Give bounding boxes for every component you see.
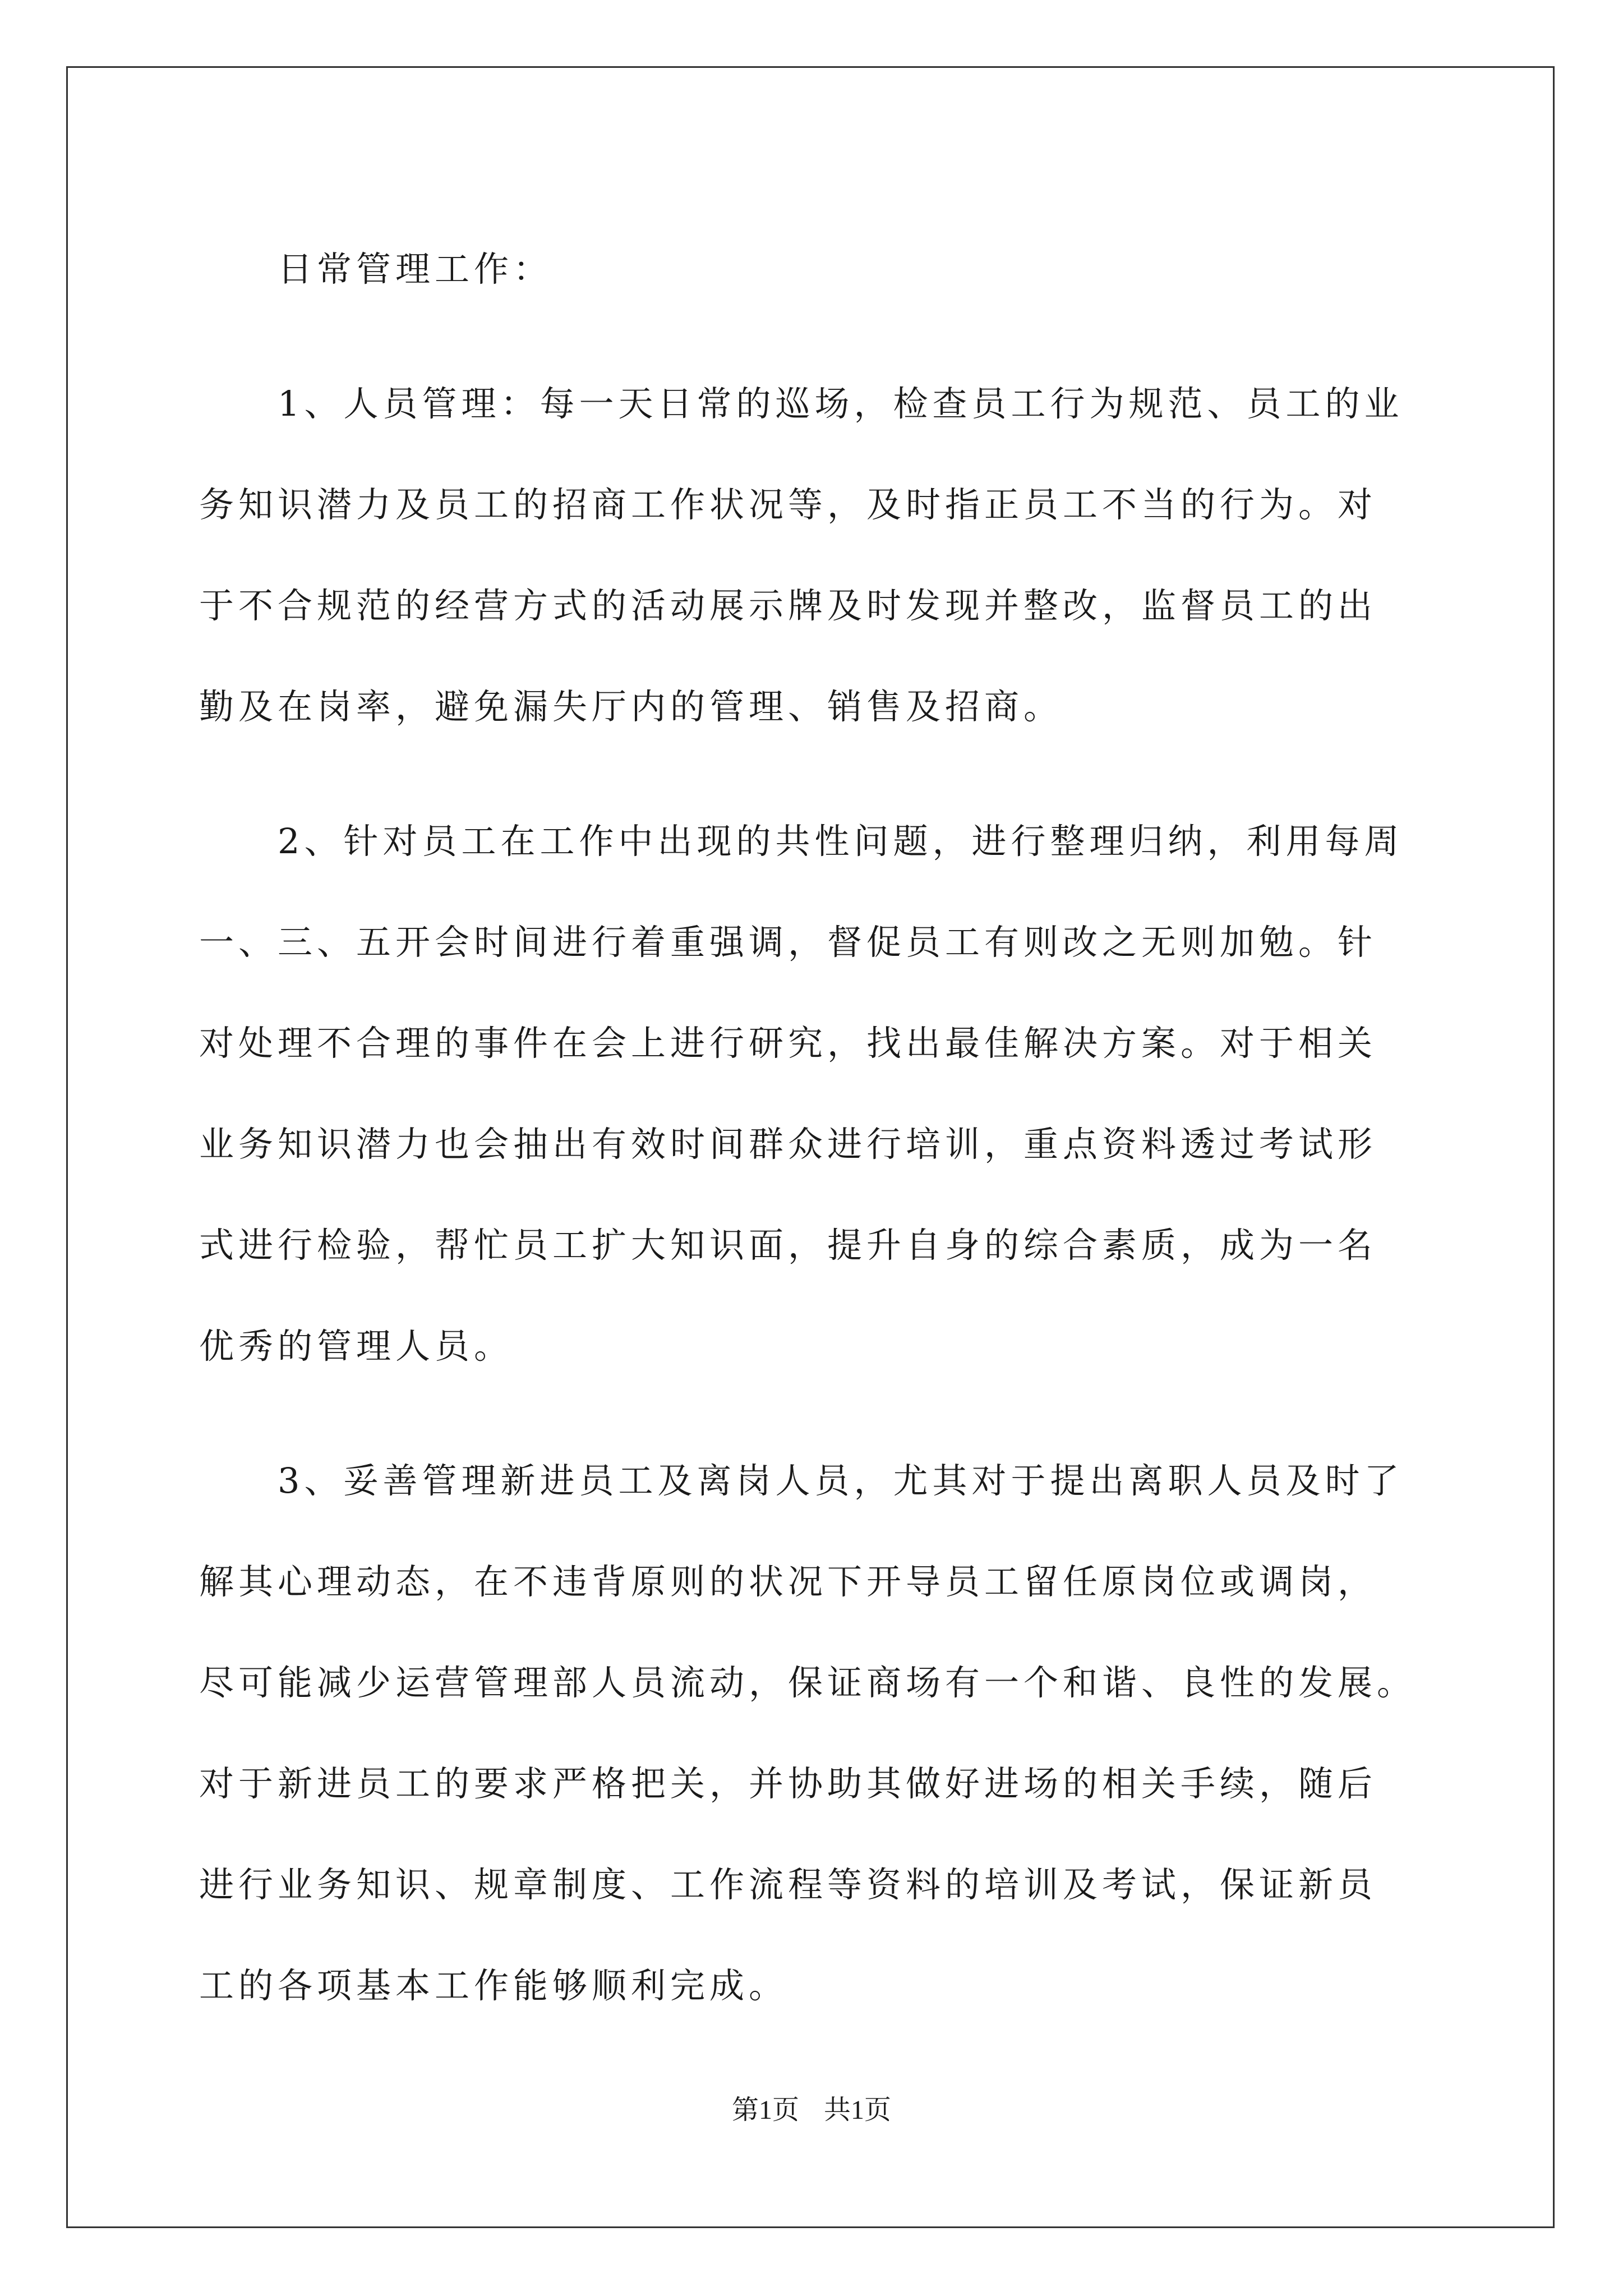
paragraph-line: 对处理不合理的事件在会上进行研究，找出最佳解决方案。对于相关 <box>199 1023 1377 1064</box>
page-number: 第1页 <box>731 2095 799 2125</box>
paragraph-line: 一、三、五开会时间进行着重强调，督促员工有则改之无则加勉。针 <box>199 922 1377 963</box>
section-heading: 日常管理工作： <box>278 249 553 289</box>
paragraph-line: 进行业务知识、规章制度、工作流程等资料的培训及考试，保证新员 <box>199 1864 1377 1905</box>
paragraph-line: 1、人员管理：每一天日常的巡场，检查员工行为规范、员工的业 <box>278 383 1404 424</box>
paragraph-line: 务知识潜力及员工的招商工作状况等，及时指正员工不当的行为。对 <box>199 484 1377 525</box>
paragraph-line: 优秀的管理人员。 <box>199 1326 514 1366</box>
page-footer <box>0 2088 1623 2127</box>
paragraph-line: 3、妥善管理新进员工及离岗人员，尤其对于提出离职人员及时了 <box>278 1460 1404 1501</box>
paragraph-3 <box>199 1430 1422 2036</box>
paragraph-line: 对于新进员工的要求严格把关，并协助其做好进场的相关手续，随后 <box>199 1763 1377 1804</box>
paragraph-1 <box>199 353 1422 757</box>
paragraph-line: 工的各项基本工作能够顺利完成。 <box>199 1965 789 2006</box>
paragraph-line: 尽可能减少运营管理部人员流动，保证商场有一个和谐、良性的发展。 <box>199 1662 1417 1703</box>
paragraph-line: 于不合规范的经营方式的活动展示牌及时发现并整改，监督员工的出 <box>199 585 1377 626</box>
paragraph-line: 解其心理动态，在不违背原则的状况下开导员工留任原岗位或调岗， <box>199 1561 1377 1602</box>
paragraph-line: 勤及在岗率，避免漏失厅内的管理、销售及招商。 <box>199 686 1063 727</box>
page-total: 共1页 <box>824 2095 892 2125</box>
paragraph-2 <box>199 791 1422 1397</box>
paragraph-line: 业务知识潜力也会抽出有效时间群众进行培训，重点资料透过考试形 <box>199 1124 1377 1165</box>
paragraph-line: 2、针对员工在工作中出现的共性问题，进行整理归纳，利用每周 <box>278 821 1404 862</box>
document-body <box>199 219 1422 2036</box>
paragraph-line: 式进行检验，帮忙员工扩大知识面，提升自身的综合素质，成为一名 <box>199 1225 1377 1266</box>
